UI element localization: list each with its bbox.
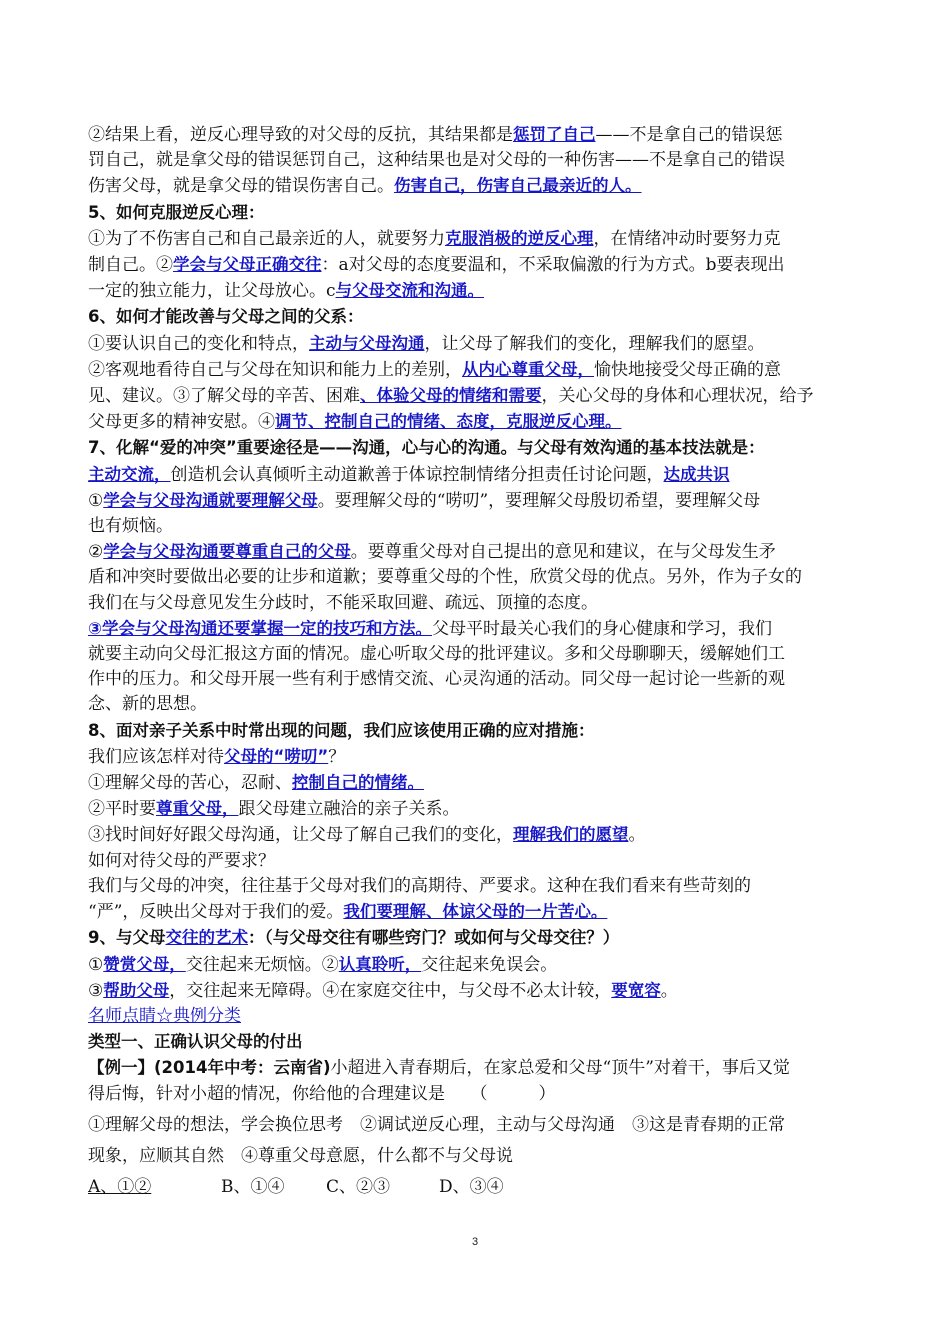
body-text: 。: [660, 980, 678, 1001]
section-heading: 9、与父母: [88, 928, 166, 948]
key-phrase: 交往的艺术: [165, 928, 248, 948]
body-text: 制自己。②: [88, 255, 173, 276]
text-line: [88, 435, 870, 461]
body-text: ①理解父母的苦心，忍耐、: [88, 773, 292, 794]
body-text: 父母更多的精神安慰。④: [88, 412, 275, 433]
body-text: ②: [88, 542, 104, 563]
key-phrase: 理解我们的愿望: [513, 825, 629, 845]
key-phrase: 尊重父母，: [156, 799, 239, 819]
key-phrase: 从内心尊重父母，: [462, 359, 594, 379]
answer-option[interactable]: A、①②: [88, 1177, 152, 1198]
text-line: [88, 331, 870, 357]
key-phrase: 父母的“唠叨”: [224, 746, 329, 766]
text-line: [88, 200, 870, 226]
text-line: [88, 278, 870, 304]
body-text: ？: [328, 746, 346, 767]
body-text: 。: [628, 825, 646, 846]
body-text: 得后悔，针对小超的情况，你给他的合理建议是 （ ）: [88, 1083, 556, 1104]
key-phrase: 主动与父母沟通: [309, 333, 425, 353]
key-phrase: 惩罚了自己: [513, 125, 596, 144]
text-line: [88, 383, 870, 409]
text-line: [88, 1055, 870, 1081]
text-line: [88, 667, 870, 692]
text-line: [88, 718, 870, 744]
section-heading: 6、如何才能改善与父母之间的父系：: [88, 307, 364, 327]
key-phrase: 赞赏父母，: [103, 954, 186, 974]
text-line: [88, 925, 870, 951]
body-text: 。要理解父母的“唠叨”，要理解父母殷切希望，要理解父母: [317, 490, 761, 511]
section-heading: 类型一、正确认识父母的付出: [88, 1032, 303, 1052]
text-line: [88, 462, 870, 488]
answer-option[interactable]: C、②③: [326, 1177, 391, 1198]
text-line: [88, 1082, 870, 1107]
body-text: ，交往起来无障碍。④在家庭交往中，与父母不必太计较，: [169, 980, 612, 1001]
body-text: ，让父母了解我们的变化，理解我们的愿望。: [424, 333, 765, 354]
body-text: 就要主动向父母汇报这方面的情况。虚心听取父母的批评建议。多和父母聊聊天，缓解她们工: [88, 644, 785, 665]
body-text: ①要认识自己的变化和特点，: [88, 333, 309, 354]
text-line: [88, 357, 870, 383]
text-line: [88, 226, 870, 252]
body-text: 一定的独立能力，让父母放心。c: [88, 281, 336, 302]
key-phrase: ③学会与父母沟通还要掌握一定的技巧和方法。: [88, 618, 432, 638]
body-text: ①: [88, 954, 104, 975]
key-phrase: 控制自己的情绪。: [292, 773, 424, 793]
key-phrase: 主动交流，: [88, 464, 171, 484]
text-line: [88, 539, 870, 565]
body-text: 念、新的思想。: [88, 694, 207, 715]
body-text: 父母平时最关心我们的身心健康和学习，我们: [431, 618, 772, 639]
section-heading: ：（与父母交往有哪些窍门？或如何与父母交往？）: [247, 928, 620, 948]
text-line: [88, 796, 870, 822]
section-heading: (2014年中考：云南省): [154, 1058, 331, 1078]
key-phrase: 达成共识: [663, 464, 730, 484]
key-phrase: 克服消极的逆反心理: [445, 228, 594, 248]
body-text: ②结果上看，逆反心理导致的对父母的反抗，其结果都是: [88, 125, 513, 145]
answer-option[interactable]: D、③④: [439, 1177, 504, 1198]
text-line: [88, 122, 870, 148]
text-line: [88, 514, 870, 539]
body-text: 罚自己，就是拿父母的错误惩罚自己，这种结果也是对父母的一种伤害——不是拿自己的错误: [88, 150, 785, 171]
text-line: [88, 409, 870, 435]
body-text: ，在情绪冲动时要努力克: [593, 228, 781, 249]
body-text: ：a对父母的态度要温和，不采取偏激的行为方式。b要表现出: [321, 255, 785, 276]
key-phrase: 与父母交流和沟通。: [335, 281, 485, 301]
section-heading: 7、化解“爱的冲突”重要途径是——沟通，心与心的沟通。与父母有效沟通的基本技法就是：: [88, 438, 765, 458]
section-link[interactable]: 名师点睛☆典例分类: [88, 1005, 241, 1026]
text-line: [88, 616, 870, 642]
body-text: 跟父母建立融洽的亲子关系。: [238, 799, 460, 820]
key-phrase: 伤害自己，伤害自己最亲近的人。: [394, 176, 642, 196]
key-phrase: 学会与父母沟通要尊重自己的父母: [103, 542, 351, 562]
key-phrase: 我们要理解、体谅父母的一片苦心。: [343, 902, 608, 922]
body-text: 伤害父母，就是拿父母的错误伤害自己。: [88, 176, 394, 197]
text-line: [88, 1113, 870, 1138]
body-text: 盾和冲突时要做出必要的让步和道歉；要尊重父母的个性，欣赏父母的优点。另外，作为子女的: [88, 567, 802, 588]
body-text: 见、建议。③了解父母的辛苦、困难: [88, 386, 360, 407]
answer-option[interactable]: B、①④: [221, 1177, 285, 1198]
body-text: ，关心父母的身体和心理状况，给予: [541, 386, 814, 407]
body-text: 作中的压力。和父母开展一些有利于感情交流、心灵沟通的活动。同父母一起讨论一些新的观: [88, 669, 785, 690]
text-line: [88, 488, 870, 514]
body-text: ①: [88, 490, 104, 511]
body-text: ②客观地看待自己与父母在知识和能力上的差别，: [88, 359, 462, 380]
body-text: 我们应该怎样对待: [88, 746, 224, 767]
body-text: ①为了不伤害自己和自己最亲近的人，就要努力: [88, 228, 445, 249]
text-line: [88, 822, 870, 848]
text-line: [88, 978, 870, 1004]
text-line: [88, 1004, 870, 1029]
answer-options: [88, 1175, 870, 1200]
document-body: [88, 122, 870, 1200]
section-heading: 8、面对亲子关系中时常出现的问题，我们应该使用正确的应对措施：: [88, 720, 595, 740]
text-line: [88, 1029, 870, 1055]
body-text: “严”，反映出父母对于我们的爱。: [88, 902, 344, 923]
body-text: 交往起来无烦恼。②: [185, 954, 339, 975]
text-line: [88, 849, 870, 874]
key-phrase: 调节、控制自己的情绪、态度，克服逆反心理。: [275, 412, 622, 432]
section-heading: 【例一】: [88, 1058, 154, 1078]
text-line: [88, 770, 870, 796]
text-line: [88, 304, 870, 330]
text-line: [88, 252, 870, 278]
key-phrase: 、体验父母的情绪和需要: [360, 386, 542, 406]
text-line: [88, 692, 870, 717]
text-line: [88, 173, 870, 199]
body-text: 我们与父母的冲突，往往基于父母对我们的高期待、严要求。这种在我们看来有些苛刻的: [88, 875, 751, 896]
page-number: 3: [471, 1236, 479, 1248]
text-line: [88, 1144, 870, 1169]
section-heading: 5、如何克服逆反心理：: [88, 202, 265, 222]
text-line: [88, 952, 870, 978]
body-text: 也有烦恼。: [88, 516, 173, 537]
body-text: 。要尊重父母对自己提出的意见和建议，在与父母发生矛: [350, 542, 776, 563]
body-text: ——不是拿自己的错误惩: [595, 125, 783, 145]
text-line: [88, 642, 870, 667]
body-text: 愉快地接受父母正确的意: [594, 359, 781, 380]
key-phrase: 学会与父母沟通就要理解父母: [103, 490, 318, 510]
text-line: [88, 899, 870, 925]
body-text: 如何对待父母的严要求？: [88, 850, 275, 871]
text-line: [88, 744, 870, 770]
key-phrase: 帮助父母: [103, 980, 170, 1000]
text-line: [88, 874, 870, 899]
body-text: ②平时要: [88, 799, 156, 820]
text-line: [88, 148, 870, 173]
body-text: ①理解父母的想法，学会换位思考 ②调试逆反心理，主动与父母沟通 ③这是青春期的正常: [88, 1114, 785, 1135]
key-phrase: 要宽容: [611, 980, 661, 1000]
body-text: 现象，应顺其自然 ④尊重父母意愿，什么都不与父母说: [88, 1145, 513, 1166]
text-line: [88, 591, 870, 616]
key-phrase: 认真聆听，: [338, 954, 422, 974]
body-text: 交往起来免误会。: [421, 954, 558, 975]
body-text: 小超进入青春期后，在家总爱和父母“顶牛”对着干，事后又觉: [330, 1058, 790, 1079]
body-text: ③: [88, 980, 104, 1001]
body-text: ③找时间好好跟父母沟通，让父母了解自己我们的变化，: [88, 825, 513, 846]
key-phrase: 学会与父母正确交往: [173, 255, 322, 275]
body-text: 创造机会认真倾听主动道歉善于体谅控制情绪分担责任讨论问题，: [170, 464, 664, 485]
text-line: [88, 565, 870, 590]
body-text: 我们在与父母意见发生分歧时，不能采取回避、疏远、顶撞的态度。: [88, 592, 598, 613]
